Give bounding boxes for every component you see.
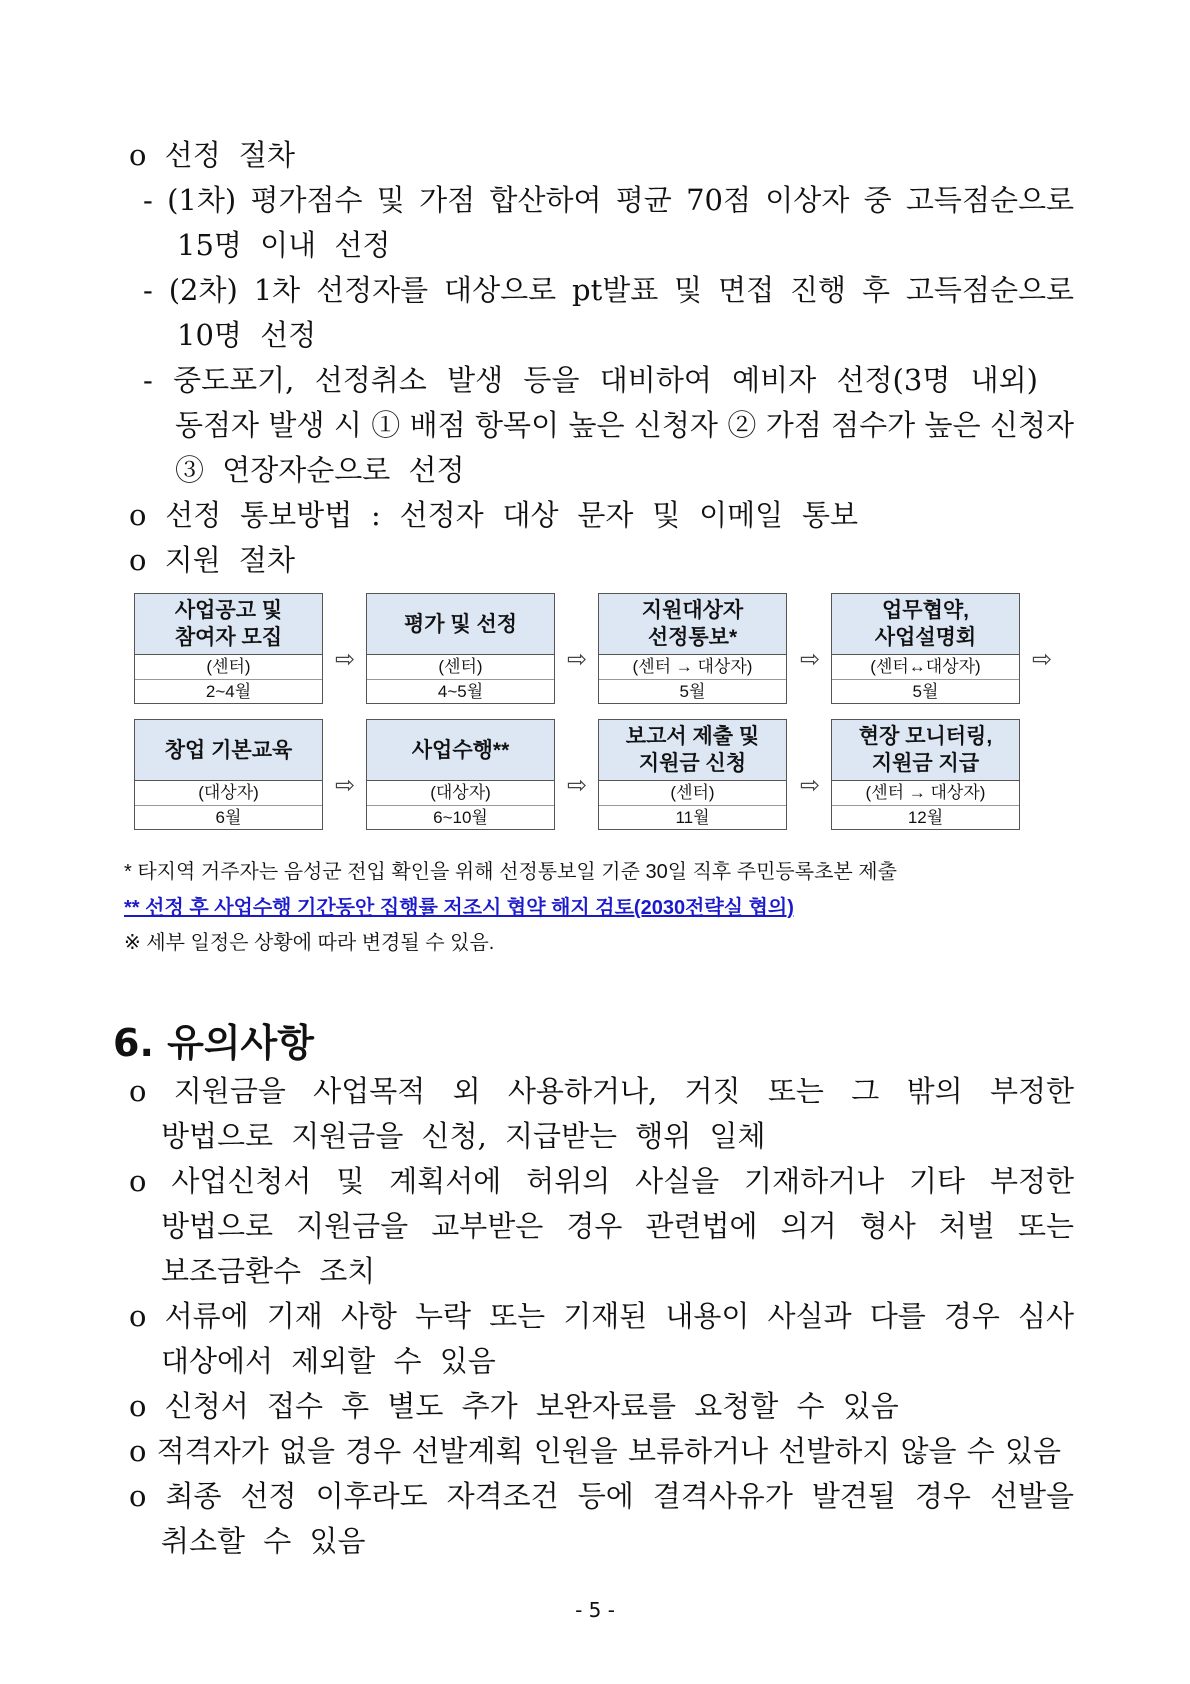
selection-line: 동점자 발생 시 ① 배점 항목이 높은 신청자 ② 가점 점수가 높은 신청자: [175, 408, 1074, 442]
flow-step-period: 12월: [907, 808, 944, 827]
flow-step-period: 6~10월: [433, 808, 488, 827]
selection-line: 15명 이내 선정: [177, 228, 391, 262]
arrow-right-icon: ⇨: [1032, 645, 1053, 673]
selection-line: - 중도포기, 선정취소 발생 등을 대비하여 예비자 선정(3명 내외): [143, 363, 1038, 397]
footnote-highlight: ** 선정 후 사업수행 기간동안 집행률 저조시 협약 해지 검토(2030전략실 협의): [124, 897, 794, 919]
footnote: ※ 세부 일정은 상황에 따라 변경될 수 있음.: [124, 932, 495, 954]
support-title: o 지원 절차: [129, 543, 295, 577]
caution-line: o 적격자가 없을 경우 선발계획 인원을 보류하거나 선발하지 않을 수 있음: [129, 1434, 1061, 1468]
caution-line: o 신청서 접수 후 별도 추가 보완자료를 요청할 수 있음: [129, 1389, 899, 1423]
flow-step-title: 업무협약, 사업설명회: [832, 594, 1019, 655]
caution-line: o 서류에 기재 사항 누락 또는 기재된 내용이 사실과 다를 경우 심사: [129, 1299, 1074, 1333]
flow-step: [366, 593, 555, 704]
flow-step-actor: (센터 → 대상자): [832, 781, 1019, 806]
flow-step-title: 보고서 제출 및 지원금 신청: [599, 720, 786, 781]
footnote: * 타지역 거주자는 음성군 전입 확인을 위해 선정통보일 기준 30일 직후 주민등록초본 제출: [124, 861, 897, 883]
notify-method: o 선정 통보방법 : 선정자 대상 문자 및 이메일 통보: [129, 498, 858, 532]
flow-step-title: 사업수행**: [367, 720, 554, 781]
arrow-right-icon: ⇨: [567, 771, 588, 799]
page-number: - 5 -: [575, 1598, 615, 1622]
flow-step-actor: (센터 → 대상자): [599, 655, 786, 680]
caution-line: 방법으로 지원금을 교부받은 경우 관련법에 의거 형사 처벌 또는: [161, 1209, 1074, 1243]
selection-title: o 선정 절차: [129, 138, 295, 172]
flow-step: [366, 719, 555, 830]
selection-line: - (2차) 1차 선정자를 대상으로 pt발표 및 면접 진행 후 고득점순으로: [143, 273, 1074, 307]
arrow-right-icon: ⇨: [800, 771, 821, 799]
flow-step-actor: (센터): [599, 781, 786, 806]
arrow-right-icon: ⇨: [567, 645, 588, 673]
flow-step-actor: (센터): [135, 655, 322, 680]
flow-step: [831, 719, 1020, 830]
caution-line: o 최종 선정 이후라도 자격조건 등에 결격사유가 발견될 경우 선발을: [129, 1479, 1074, 1513]
flow-step: [134, 593, 323, 704]
caution-line: 대상에서 제외할 수 있음: [161, 1344, 496, 1378]
selection-line: 10명 선정: [177, 318, 317, 352]
arrow-right-icon: ⇨: [800, 645, 821, 673]
caution-line: 보조금환수 조치: [161, 1254, 376, 1288]
flow-step: [831, 593, 1020, 704]
flow-step-period: 5월: [679, 682, 706, 701]
selection-line: ③ 연장자순으로 선정: [175, 453, 465, 487]
flow-step-period: 11월: [675, 808, 710, 827]
flow-step-period: 4~5월: [437, 682, 484, 701]
caution-line: o 사업신청서 및 계획서에 허위의 사실을 기재하거나 기타 부정한: [129, 1164, 1074, 1198]
flow-step-period: 6월: [215, 808, 242, 827]
flow-step-actor: (대상자): [135, 781, 322, 806]
flow-step-actor: (센터): [367, 655, 554, 680]
arrow-right-icon: ⇨: [335, 771, 356, 799]
caution-line: o 지원금을 사업목적 외 사용하거나, 거짓 또는 그 밖의 부정한: [129, 1074, 1074, 1108]
caution-line: 취소할 수 있음: [161, 1524, 366, 1558]
flow-step-actor: (센터↔대상자): [832, 655, 1019, 680]
flow-step-title: 평가 및 선정: [367, 594, 554, 655]
flow-step-actor: (대상자): [367, 781, 554, 806]
flow-step-period: 2~4월: [205, 682, 252, 701]
selection-line: - (1차) 평가점수 및 가점 합산하여 평균 70점 이상자 중 고득점순으로: [143, 183, 1074, 217]
section-heading: 6. 유의사항: [113, 1021, 314, 1065]
caution-line: 방법으로 지원금을 신청, 지급받는 행위 일체: [161, 1119, 766, 1153]
flow-step-title: 창업 기본교육: [135, 720, 322, 781]
flow-step-title: 현장 모니터링, 지원금 지급: [832, 720, 1019, 781]
flow-step-title: 사업공고 및 참여자 모집: [135, 594, 322, 655]
flow-step: [598, 719, 787, 830]
flow-step-title: 지원대상자 선정통보*: [599, 594, 786, 655]
flow-step-period: 5월: [912, 682, 939, 701]
flow-step: [134, 719, 323, 830]
arrow-right-icon: ⇨: [335, 645, 356, 673]
flow-step: [598, 593, 787, 704]
